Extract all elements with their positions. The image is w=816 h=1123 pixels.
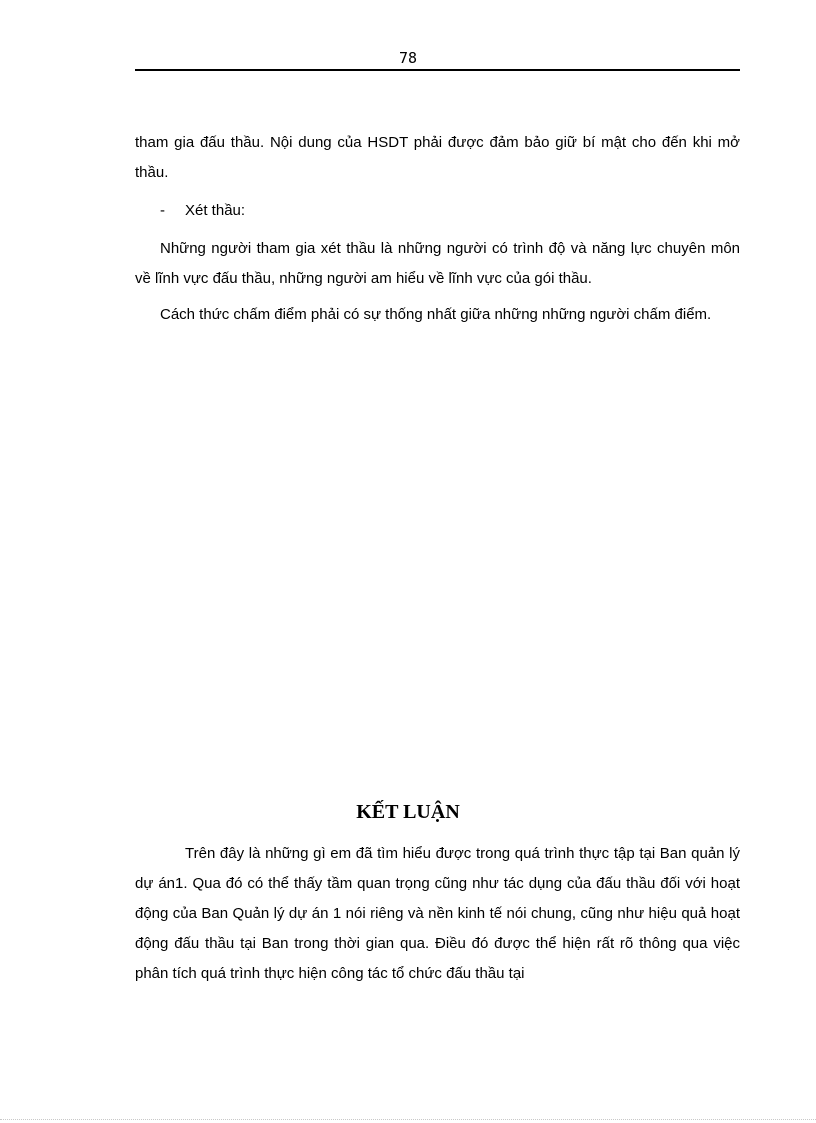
- paragraph-continuation: tham gia đấu thầu. Nội dung của HSDT phải được đảm bảo giữ bí mật cho đến khi mở thầu.: [135, 134, 740, 181]
- list-item-xet-thau: [135, 194, 740, 228]
- page-bottom-border: [0, 1119, 816, 1120]
- header-rule: [135, 69, 740, 71]
- body-text-top: [135, 128, 740, 330]
- page-number: 78: [398, 49, 418, 67]
- paragraph-scoring: Cách thức chấm điểm phải có sự thống nhất giữa những những người chấm điểm.: [160, 306, 712, 323]
- list-item-label: Xét thầu:: [185, 202, 246, 219]
- list-dash: -: [160, 202, 165, 219]
- conclusion-paragraph: Trên đây là những gì em đã tìm hiểu được trong quá trình thực tập tại Ban quản lý dự án1. Qua đó có thể thấy tầm quan trọng cũng như tác dụng của đấu thầu đối với hoạt động của Ban Quản lý dự án 1 nói riêng và nền kinh tế nói chung, cũng như hiệu quả hoạt động đấu thầu tại Ban trong thời gian qua. Điều đó được thể hiện rất rõ thông qua việc phân tích quá trình thực hiện công tác tổ chức đấu thầu tại: [135, 845, 740, 982]
- conclusion-heading: KẾT LUẬN: [356, 801, 460, 823]
- paragraph-evaluators: Những người tham gia xét thầu là những người có trình độ và năng lực chuyên môn về lĩnh vực đấu thầu, những người am hiểu về lĩnh vực của gói thầu.: [135, 240, 740, 287]
